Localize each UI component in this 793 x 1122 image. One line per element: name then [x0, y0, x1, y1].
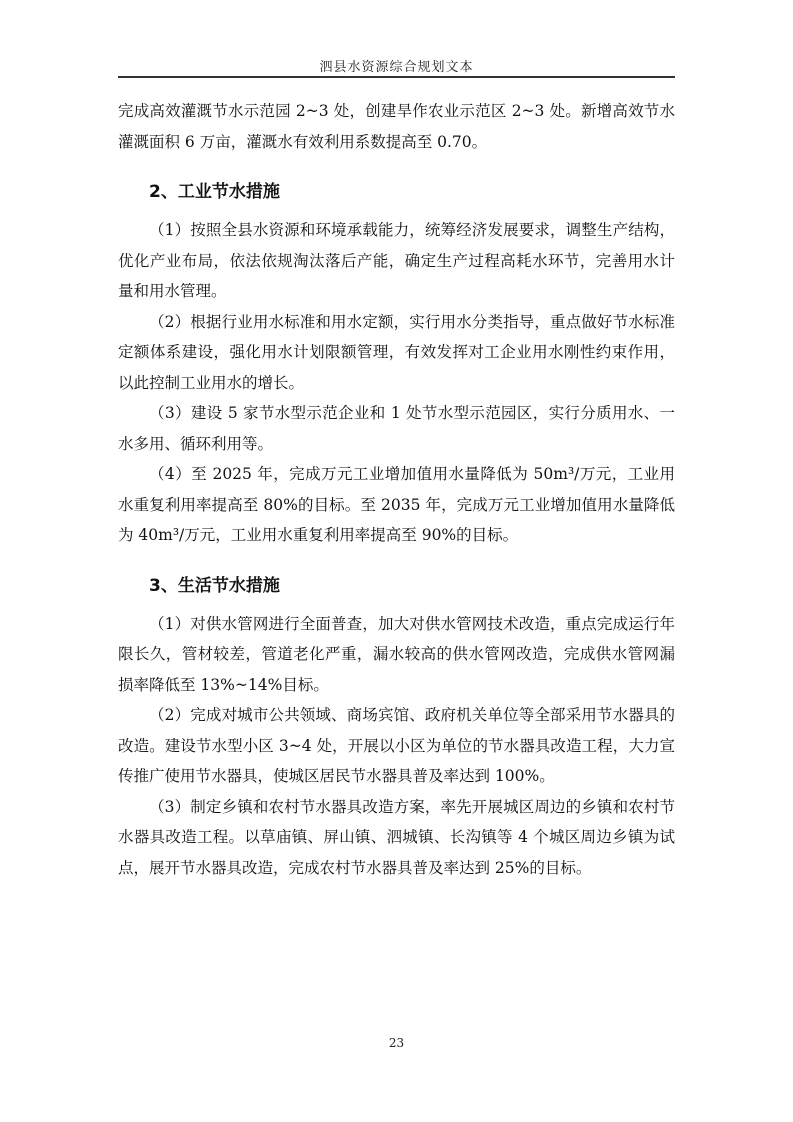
header-divider — [118, 76, 675, 78]
section-heading-domestic: 3、生活节水措施 — [149, 575, 280, 596]
section-heading-industrial: 2、工业节水措施 — [149, 182, 280, 202]
industrial-measure-4: （4）至 2025 年，完成万元工业增加值用水量降低为 50m³/万元，工业用水重复利用率提高至 80%的目标。至 2035 年，完成万元工业增加值用水量降低为 40m³/万元，工业用水重复利用率提高至 90%的目标。 — [118, 465, 675, 544]
domestic-measure-2: （2）完成对城市公共领域、商场宾馆、政府机关单位等全部采用节水器具的改造。建设节水型小区 3~4 处，开展以小区为单位的节水器具改造工程，大力宣传推广使用节水器具，使城区居民节水器具普及率达到 100%。 — [118, 706, 675, 785]
page-header — [118, 50, 675, 80]
intro-paragraph: 完成高效灌溉节水示范园 2~3 处，创建旱作农业示范区 2~3 处。新增高效节水灌溉面积 6 万亩，灌溉水有效利用系数提高至 0.70。 — [118, 102, 675, 151]
page-body — [118, 96, 675, 883]
industrial-measure-3: （3）建设 5 家节水型示范企业和 1 处节水型示范园区，实行分质用水、一水多用、循环利用等。 — [118, 404, 675, 453]
domestic-measure-3: （3）制定乡镇和农村节水器具改造方案，率先开展城区周边的乡镇和农村节水器具改造工程。以草庙镇、屏山镇、泗城镇、长沟镇等 4 个城区周边乡镇为试点，展开节水器具改造，完成农村节水器具普及率达到 25%的目标。 — [118, 797, 675, 877]
industrial-measure-1: （1）按照全县水资源和环境承载能力，统筹经济发展要求，调整生产结构，优化产业布局，依法依规淘汰落后产能，确定生产过程高耗水环节，完善用水计量和用水管理。 — [118, 221, 675, 300]
domestic-measure-1: （1）对供水管网进行全面普查，加大对供水管网技术改造，重点完成运行年限长久，管材较差，管道老化严重，漏水较高的供水管网改造，完成供水管网漏损率降低至 13%~14%目标。 — [118, 614, 675, 694]
industrial-measure-2: （2）根据行业用水标准和用水定额，实行用水分类指导，重点做好节水标准定额体系建设，强化用水计划限额管理，有效发挥对工企业用水刚性约束作用，以此控制工业用水的增长。 — [118, 312, 675, 392]
page-number: 23 — [388, 1036, 405, 1050]
document-title: 泗县水资源综合规划文本 — [319, 60, 474, 75]
